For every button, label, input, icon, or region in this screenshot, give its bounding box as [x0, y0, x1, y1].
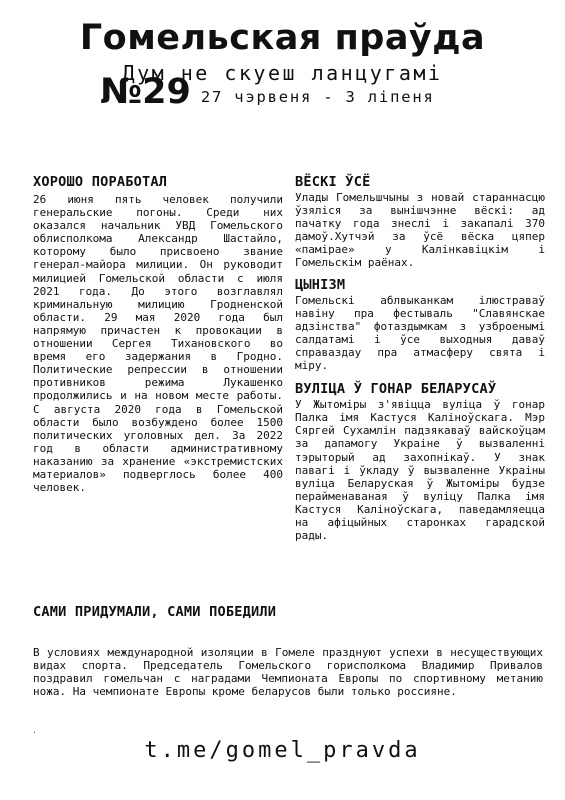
article-heading: САМИ ПРИДУМАЛИ, САМИ ПОБЕДИЛИ [33, 604, 277, 620]
stray-mark: . [33, 726, 36, 736]
article-body: Улады Гомельшчыны з новай стараннасцю ўзяліся за вынішчэнне вёскі: ад пачатку года знеслі і закапалі 370 дамоў.Хутчэй за ўсё вёска цяпер «памірае» у Калінкавіцкім і Гомельскім раёнах. [295, 191, 545, 270]
article-tsynizm [295, 276, 545, 373]
article-horosho-porabotal [33, 173, 283, 494]
article-sami-body-block [33, 646, 543, 698]
article-vulitsa [295, 380, 545, 542]
issue-dates: 27 чэрвеня - 3 ліпеня [200, 88, 435, 106]
article-body: Гомельскі аблвыканкам ілюстраваў навіну пра фестываль "Славянскае адзінства" фотаздымкам з узброенымі салдатамі і ўсе выходныя даваў справаздау пра атмасферу свята і міру. [295, 293, 545, 373]
telegram-link[interactable]: t.me/gomel_pravda [144, 738, 421, 763]
article-body: 26 июня пять человек получили генеральские погоны. Среди них оказался начальник УВД Гомельского облисполкома Александр Шастайло, которому было присвоено звание генерал-майора милиции. Он руководит милицией Гомельской области с июля 2021 года. До этого возглавлял криминальную милицию Гродненской области. 29 мая 2020 года был напрямую причастен к провокации в отношении Сергея Тихановского во время его задержания в Гродно. Политические репрессии в отношении противников режима Лукашенко продолжились и на новом месте работы. С августа 2020 года в Гомельской области было возбуждено более 1500 политических уголовных дел. За 2022 год в области административному наказанию за хранение «экстремистских материалов» подверглось более 400 человек. [33, 193, 283, 495]
issue-number: №29 [100, 72, 191, 112]
article-body: У Жытоміры з'явіцца вуліца ў гонар Палка імя Кастуся Каліноўскага. Мэр Сяргей Сухамлін падзякаваў вайскоўцам за дапамогу Украіне ў вызваленні тэрыторый ад захопнікаў. У знак павагі і ўкладу ў вызваленне Украіны вуліца Беларуская ў Жытоміры будзе перайменаваная ў вуліцу Палка імя Кастуся Каліноўскага, паведамляецца на афіцыйных старонках гарадской рады. [295, 398, 545, 543]
spacer [295, 372, 545, 380]
article-sami-heading-block [33, 603, 283, 621]
newspaper-slogan: Дум не скуеш ланцугамі [122, 61, 443, 85]
issue-info [100, 72, 435, 112]
left-column [33, 173, 283, 494]
newspaper-title: Гомельская праўда [79, 18, 486, 58]
article-body: В условиях международной изоляции в Гомеле празднуют успехи в несуществующих видах спорта. Председатель Гомельского горисполкома Владимир Привалов поздравил гомельчан с наградами Чемпионата Европы по спортивному метанию ножа. На чемпионате Европы кроме беларусов были только россияне. [33, 646, 543, 699]
article-vyoski-use [295, 173, 545, 270]
article-heading: ХОРОШО ПОРАБОТАЛ [33, 174, 168, 190]
article-heading: ВУЛІЦА Ў ГОНАР БЕЛАРУСАЎ [295, 381, 497, 398]
right-column [295, 173, 545, 542]
article-heading: ВЁСКІ ЎСЁ [295, 174, 371, 190]
article-heading: ЦЫНІЗМ [295, 276, 346, 293]
